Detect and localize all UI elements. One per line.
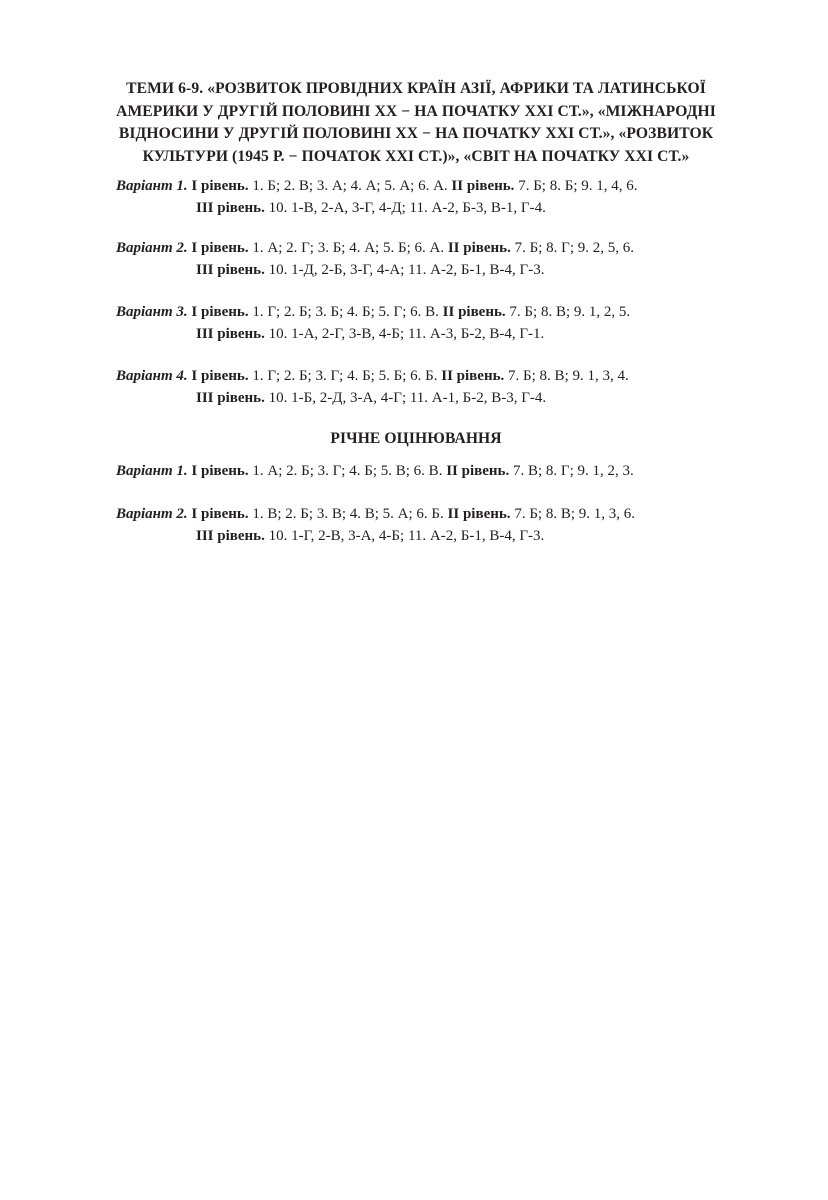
level-label: І рівень. [191,506,249,522]
level-label: ІІІ рівень. [196,262,265,278]
topics-variant-3 [116,301,736,345]
answer-line [116,525,736,547]
level-label: ІІ рівень. [451,178,515,194]
topics-variant-1 [116,175,736,219]
level-label: ІІ рівень. [441,368,505,384]
annual-variant-2 [116,503,736,547]
topics-variant-2 [116,237,736,281]
level-answers: 7. Б; 8. В; 9. 1, 3, 4. [508,368,629,384]
topics-variant-4 [116,365,736,409]
topics-title-line: ВІДНОСИНИ У ДРУГІЙ ПОЛОВИНІ ХХ − НА ПОЧАТКУ ХХІ СТ.», «РОЗВИТОК [118,125,714,142]
level-label: І рівень. [191,178,249,194]
level-answers: 10. 1-В, 2-А, 3-Г, 4-Д; 11. А-2, Б-3, В-1, Г-4. [268,200,546,216]
answer-line [116,197,736,219]
level-answers: 10. 1-А, 2-Г, 3-В, 4-Б; 11. А-3, Б-2, В-4, Г-1. [268,326,545,342]
answer-line [116,175,736,197]
level-answers: 10. 1-Г, 2-В, 3-А, 4-Б; 11. А-2, Б-1, В-4, Г-3. [268,528,545,544]
answer-line [116,323,736,345]
level-label: ІІІ рівень. [196,390,265,406]
variant-label: Варіант 1. [116,178,188,194]
level-answers: 1. А; 2. Г; 3. Б; 4. А; 5. Б; 6. А. [252,240,445,256]
variant-label: Варіант 3. [116,304,188,320]
level-label: ІІІ рівень. [196,528,265,544]
level-answers: 1. Г; 2. Б; 3. Г; 4. Б; 5. Б; 6. Б. [252,368,438,384]
topics-title-line: ТЕМИ 6-9. «РОЗВИТОК ПРОВІДНИХ КРАЇН АЗІЇ, АФРИКИ ТА ЛАТИНСЬКОЇ [126,80,706,97]
annual-variant-1 [116,460,736,482]
level-label: І рівень. [191,240,249,256]
level-answers: 7. Б; 8. В; 9. 1, 2, 5. [509,304,631,320]
answer-line [116,259,736,281]
level-label: ІІІ рівень. [196,326,265,342]
level-label: ІІІ рівень. [196,200,265,216]
level-label: І рівень. [191,304,249,320]
answer-line [116,365,736,387]
level-answers: 1. Б; 2. В; 3. А; 4. А; 5. А; 6. А. [252,178,448,194]
variant-label: Варіант 1. [116,463,188,479]
level-label: ІІ рівень. [447,240,511,256]
answer-line [116,387,736,409]
level-label: ІІ рівень. [442,304,506,320]
level-answers: 1. Г; 2. Б; 3. Б; 4. Б; 5. Г; 6. В. [252,304,439,320]
topics-title-line: КУЛЬТУРИ (1945 Р. − ПОЧАТОК ХХІ СТ.)», «СВІТ НА ПОЧАТКУ ХХІ СТ.» [142,147,690,165]
level-label: ІІ рівень. [447,506,511,522]
level-label: І рівень. [191,368,249,384]
level-label: І рівень. [191,463,249,479]
level-answers: 10. 1-Б, 2-Д, 3-А, 4-Г; 11. А-1, Б-2, В-3, Г-4. [268,390,547,406]
level-answers: 10. 1-Д, 2-Б, 3-Г, 4-А; 11. А-2, Б-1, В-4, Г-3. [268,262,545,278]
answer-line [116,237,736,259]
level-answers: 1. В; 2. Б; 3. В; 4. В; 5. А; 6. Б. [252,506,444,522]
annual-title: РІЧНЕ ОЦІНЮВАННЯ [330,430,502,447]
level-answers: 1. А; 2. Б; 3. Г; 4. Б; 5. В; 6. В. [252,463,443,479]
variant-label: Варіант 2. [116,240,188,256]
level-answers: 7. Б; 8. Б; 9. 1, 4, 6. [518,178,638,194]
topics-title-line: АМЕРИКИ У ДРУГІЙ ПОЛОВИНІ ХХ − НА ПОЧАТКУ ХХІ СТ.», «МІЖНАРОДНІ [116,102,716,120]
level-answers: 7. Б; 8. Г; 9. 2, 5, 6. [514,240,634,256]
variant-label: Варіант 2. [116,506,188,522]
level-answers: 7. Б; 8. В; 9. 1, 3, 6. [514,506,636,522]
answer-line [116,301,736,323]
answer-line [116,503,736,525]
variant-label: Варіант 4. [116,368,188,384]
answer-line [116,460,736,482]
level-answers: 7. В; 8. Г; 9. 1, 2, 3. [512,463,634,479]
level-label: ІІ рівень. [446,463,510,479]
topics-title [112,78,720,168]
